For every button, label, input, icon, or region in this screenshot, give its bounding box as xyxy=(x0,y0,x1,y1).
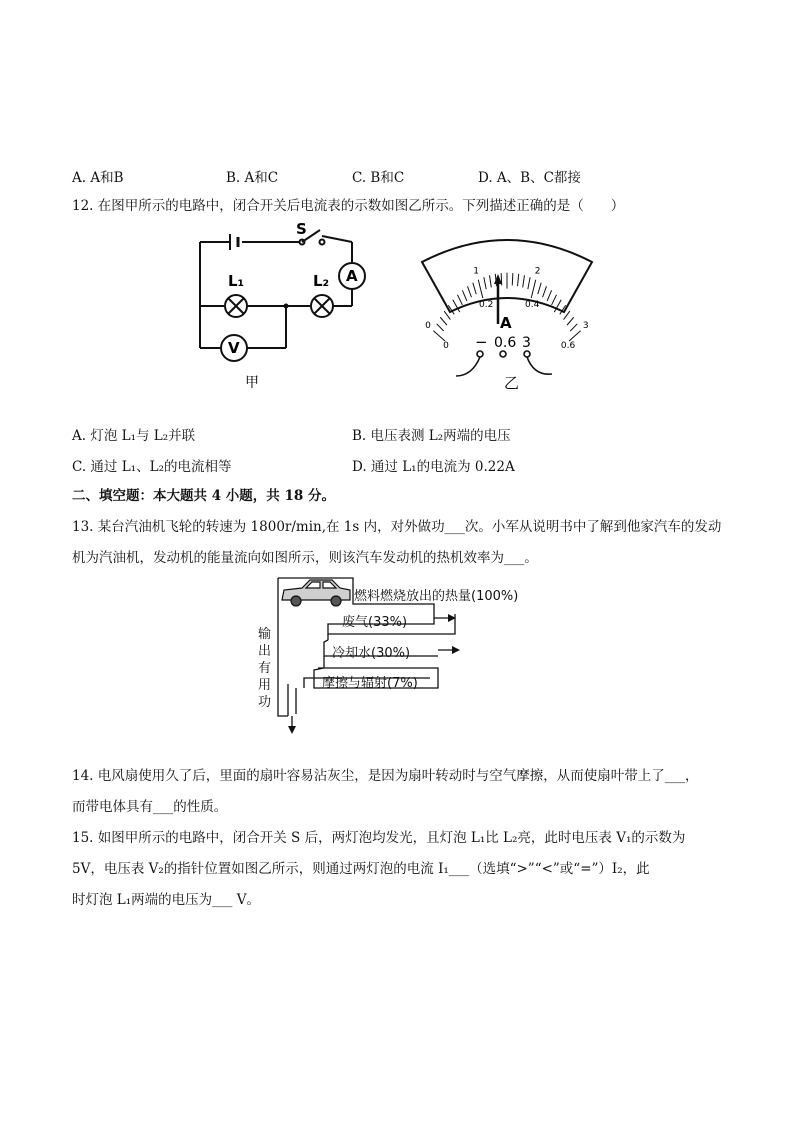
meter-top-label: 2 xyxy=(534,266,541,277)
meter-tick xyxy=(433,331,445,341)
q15-line2: 5V，电压表 V₂的指针位置如图乙所示，则通过两灯泡的电流 I₁___（选填“>”“<”或“=”）I₂，此 xyxy=(72,861,650,877)
q12-option-a: A. 灯泡 L₁与 L₂并联 xyxy=(72,428,196,444)
switch-label: S xyxy=(296,220,307,238)
q11-option-c: C. B和C xyxy=(352,170,405,186)
q14-line2: 而带电体具有___的性质。 xyxy=(72,799,228,815)
meter-unit: A xyxy=(500,314,512,332)
meter-tick xyxy=(569,331,581,341)
ammeter-label: A xyxy=(346,267,358,285)
section-header: 二、填空题：本大题共 4 小题，共 18 分。 xyxy=(72,488,335,504)
wire-right xyxy=(527,357,552,374)
output-char: 功 xyxy=(258,695,272,710)
q12-option-b: B. 电压表测 L₂两端的电压 xyxy=(352,428,511,444)
voltmeter-label: V xyxy=(228,339,240,357)
output-char: 出 xyxy=(258,644,272,659)
q11-option-b: B. A和C xyxy=(226,170,279,186)
wire-left xyxy=(456,357,480,376)
meter-top-label: 1 xyxy=(473,266,479,277)
q15-line3: 时灯泡 L₁两端的电压为___ V。 xyxy=(72,892,260,908)
q11-option-d: D. A、B、C都接 xyxy=(478,170,581,186)
circuit-diagram xyxy=(190,220,380,395)
flow-exhaust: 废气(33%) xyxy=(342,615,408,630)
lamp2-label: L₂ xyxy=(313,272,330,290)
terminal-3: 3 xyxy=(522,335,531,351)
car-icon xyxy=(282,580,350,606)
circuit-caption: 甲 xyxy=(245,375,259,391)
q12-option-d: D. 通过 L₁的电流为 0.22A xyxy=(352,459,515,475)
meter-caption: 乙 xyxy=(504,374,520,392)
meter-bottom-label: 0 xyxy=(443,340,449,351)
flow-friction: 摩擦与辐射(7%) xyxy=(322,676,418,691)
q13-line1: 13. 某台汽油机飞轮的转速为 1800r/min,在 1s 内，对外做功___次。小军从说明书中了解到他家汽车的发动 xyxy=(72,519,722,535)
meter-tick xyxy=(567,317,574,325)
meter-tick xyxy=(440,317,447,325)
meter-top-label: 3 xyxy=(582,321,589,332)
q15-line1: 15. 如图甲所示的电路中，闭合开关 S 后，两灯泡均发光，且灯泡 L₁比 L₂亮，此时电压表 V₁的示数为 xyxy=(72,830,686,846)
output-char: 输 xyxy=(258,627,272,642)
q12-stem: 12. 在图甲所示的电路中，闭合开关后电流表的示数如图乙所示。下列描述正确的是（ ） xyxy=(72,198,625,214)
lamp1-label: L₁ xyxy=(228,272,245,290)
output-char: 用 xyxy=(258,678,272,693)
terminal-0.6: 0.6 xyxy=(494,335,517,351)
flow-output-label xyxy=(258,626,271,711)
output-char: 有 xyxy=(258,661,272,676)
q12-option-c: C. 通过 L₁、L₂的电流相等 xyxy=(72,459,232,475)
flow-total: 燃料燃烧放出的热量(100%) xyxy=(354,589,519,604)
q11-option-a: A. A和B xyxy=(72,170,124,186)
flow-coolant: 冷却水(30%) xyxy=(332,646,411,661)
meter-tick xyxy=(437,324,444,331)
q14-line1: 14. 电风扇使用久了后，里面的扇叶容易沾灰尘，是因为扇叶转动时与空气摩擦，从而使扇叶带上了___， xyxy=(72,768,699,784)
meter-top-label: 0 xyxy=(425,321,431,332)
ammeter-dial xyxy=(412,226,602,396)
meter-bottom-label: 0.4 xyxy=(524,299,540,310)
meter-bottom-label: 0.2 xyxy=(479,299,494,310)
meter-tick xyxy=(512,273,513,285)
q13-line2: 机为汽油机，发动机的能量流向如图所示，则该汽车发动机的热机效率为___。 xyxy=(72,550,538,566)
terminal-negative: − xyxy=(475,333,488,351)
meter-tick xyxy=(570,324,577,331)
meter-bottom-label: 0.6 xyxy=(560,340,576,351)
